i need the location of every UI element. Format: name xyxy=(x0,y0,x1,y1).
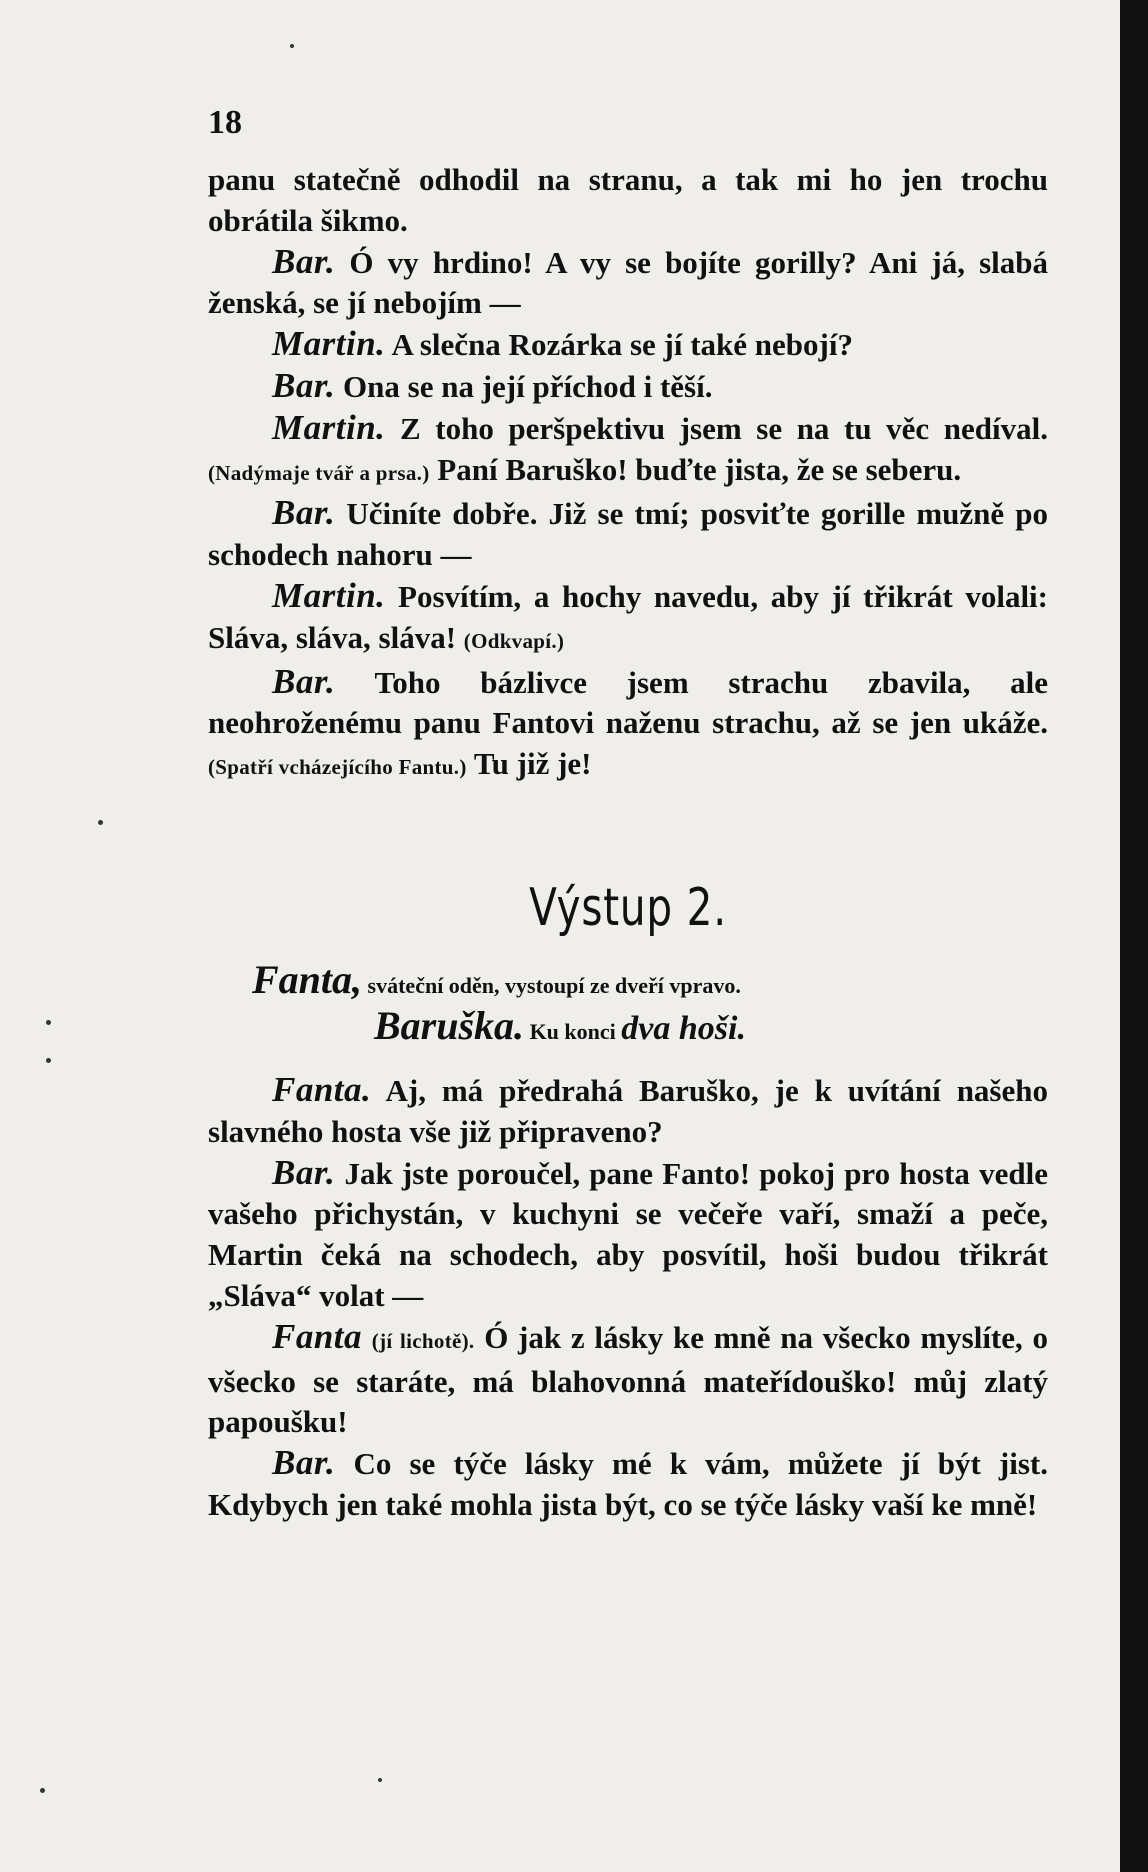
dialogue-text: panu statečně odhodil na stranu, a tak mi ho jen trochu obrátila šikmo. xyxy=(208,162,1048,238)
scene-header xyxy=(208,878,1048,1052)
speaker-name: Martin. xyxy=(272,324,386,364)
cast-line-1 xyxy=(252,957,1048,1006)
dialogue-paragraph xyxy=(208,242,1048,325)
paper-speck xyxy=(98,820,103,825)
cast-line-2 xyxy=(374,1003,1048,1052)
scene-heading: Výstup 2. xyxy=(529,878,727,938)
page-edge xyxy=(1120,0,1148,1872)
dialogue-paragraph xyxy=(208,1443,1048,1526)
speaker-name: Fanta xyxy=(272,1316,363,1356)
speaker-name: Bar. xyxy=(272,241,336,281)
dialogue-paragraph xyxy=(208,1153,1048,1317)
dialogue-text xyxy=(362,1320,372,1355)
dialogue-text: Ó vy hrdino! A vy se bojíte gorilly? Ani já, slabá ženská, se jí nebojím — xyxy=(208,244,1048,321)
cast-timing: Ku konci xyxy=(529,1019,616,1044)
paper-speck xyxy=(46,1058,51,1063)
cast-description: sváteční oděn, vystoupí ze dveří vpravo. xyxy=(367,973,741,998)
paper-speck xyxy=(46,1020,51,1025)
speaker-name: Martin. xyxy=(272,407,386,447)
stage-direction: (Odkvapí.) xyxy=(463,628,565,653)
cast-name-fanta: Fanta, xyxy=(252,957,363,1002)
paper-speck xyxy=(40,1788,45,1793)
dialogue-text: Co se týče lásky mé k vám, můžete jí být jist. Kdybych jen také mohla jista být, co se týče lásky vaší ke mně! xyxy=(208,1446,1048,1522)
stage-direction: (jí lichotě). xyxy=(371,1328,475,1353)
dialogue-text: Posvítím, a hochy navedu, aby jí třikrát volali: Sláva, sláva, sláva! xyxy=(208,578,1048,655)
speaker-name: Bar. xyxy=(272,1443,336,1483)
page-number: 18 xyxy=(208,104,242,141)
speaker-name: Martin. xyxy=(272,575,386,615)
speaker-name: Bar. xyxy=(272,365,336,405)
speaker-name: Bar. xyxy=(272,493,336,533)
dialogue-text: Aj, má předrahá Baruško, je k uvítání našeho slavného hosta vše již připraveno? xyxy=(208,1073,1048,1149)
dialogue-paragraph xyxy=(208,324,1048,366)
dialogue-text: Jak jste poroučel, pane Fanto! pokoj pro hosta vedle vašeho přichystán, v kuchyni se večeře vaří, smaží a peče, Martin čeká na schodech, aby posvítil, hoši budou třikrát „Sláva“ volat — xyxy=(208,1155,1048,1313)
dialogue-paragraph xyxy=(208,160,1048,242)
dialogue-paragraph xyxy=(208,493,1048,576)
dialogue-paragraph xyxy=(208,408,1048,494)
speaker-name: Bar. xyxy=(272,661,336,701)
dialogue-paragraph xyxy=(208,576,1048,662)
speaker-name: Bar. xyxy=(272,1152,336,1192)
paper-speck xyxy=(378,1778,382,1782)
dialogue-text: Z toho peršpektivu jsem se na tu věc nedíval. xyxy=(385,410,1048,446)
dialogue-top xyxy=(208,160,1048,788)
dialogue-text: A slečna Rozárka se jí také nebojí? xyxy=(385,327,853,363)
dialogue-text: Paní Baruško! buďte jista, že se seberu. xyxy=(429,451,962,487)
speaker-name: Fanta. xyxy=(272,1070,372,1109)
stage-direction: (Nadýmaje tvář a prsa.) xyxy=(208,460,430,485)
dialogue-text: Toho bázlivce jsem strachu zbavila, ale neohroženému panu Fantovi naženu strachu, až se jen ukáže. xyxy=(208,664,1048,741)
stage-direction: (Spatří vcházejícího Fantu.) xyxy=(208,755,467,780)
dialogue-paragraph xyxy=(208,1317,1048,1443)
dialogue-bottom xyxy=(208,1070,1048,1526)
cast-name-baruska: Baruška. xyxy=(374,1003,525,1048)
dialogue-paragraph xyxy=(208,366,1048,408)
dialogue-text: Učiníte dobře. Již se tmí; posviťte gorille mužně po schodech nahoru — xyxy=(208,496,1048,573)
dialogue-paragraph xyxy=(208,1070,1048,1153)
paper-speck xyxy=(290,44,294,48)
dialogue-text: Tu již je! xyxy=(466,746,592,782)
dialogue-paragraph xyxy=(208,662,1048,788)
dialogue-text: Ó jak z lásky ke mně na všecko myslíte, o všecko se staráte, má blahovonná mateřídouško! můj zlatý papoušku! xyxy=(208,1319,1048,1440)
cast-name-hosi: dva hoši. xyxy=(621,1010,746,1047)
dialogue-text: Ona se na její příchod i těší. xyxy=(335,368,713,404)
